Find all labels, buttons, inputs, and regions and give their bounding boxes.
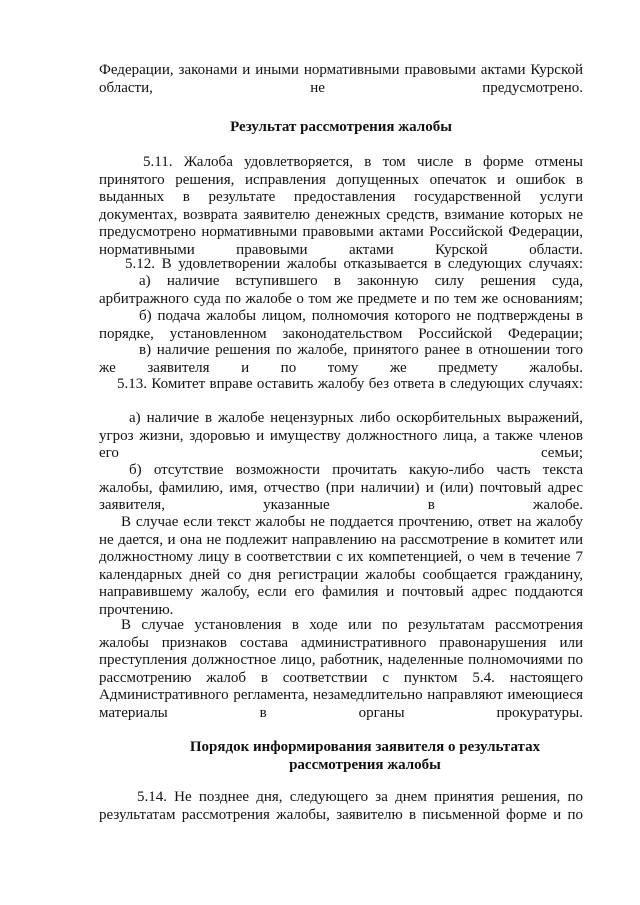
paragraph-5-12-c: в) наличие решения по жалобе, принятого ранее в отношении того же заявителя и по тому же предмету жалобы. — [99, 342, 583, 376]
paragraph-unreadable-complaint: В случае если текст жалобы не поддается прочтению, ответ на жалобу не дается, и она не подлежит направлению на рассмотрение в комитет или должностному лицу в соответствии с их компетенцией, о чем в течение 7 календарных дней со дня регистрации жалобы сообщается гражданину, направившему жалобу, если его фамилия и почтовый адрес поддаются прочтению. — [99, 514, 583, 618]
paragraph-violation-referral: В случае установления в ходе или по результатам рассмотрения жалобы признаков состава административного правонарушения или преступления должностное лицо, работник, наделенные полномочиями по рассмотрению жалоб в соответствии с пунктом 5.4. настоящего Административного регламента, незамедлительно направляют имеющиеся материалы в органы прокуратуры. — [99, 617, 583, 721]
paragraph-5-13: 5.13. Комитет вправе оставить жалобу без ответа в следующих случаях: — [117, 376, 583, 392]
heading-inform: Порядок информирования заявителя о результатах рассмотрения жалобы — [189, 739, 541, 773]
paragraph-5-12-a: а) наличие вступившего в законную силу решения суда, арбитражного суда по жалобе о том же предмете и по тем же основаниям; — [99, 273, 583, 307]
paragraph-5-12-b: б) подача жалобы лицом, полномочия которого не подтверждены в порядке, установленном законодательством Российской Федерации; — [99, 308, 583, 342]
paragraph-5-12: 5.12. В удовлетворении жалобы отказывается в следующих случаях: — [125, 256, 583, 272]
paragraph-5-13-b: б) отсутствие возможности прочитать какую-либо часть текста жалобы, фамилию, имя, отчество (при наличии) и (или) почтовый адрес заявителя, указанные в жалобе. — [99, 462, 583, 514]
paragraph-5-11: 5.11. Жалоба удовлетворяется, в том числе в форме отмены принятого решения, исправления допущенных опечаток и ошибок в выданных в результате предоставления государственной услуги документах, возврата заявителю денежных средств, взимание которых не предусмотрено нормативными правовыми актами Российской Федерации, нормативными правовыми актами Курской области. — [99, 154, 583, 258]
top-fragment: Федерации, законами и иными нормативными правовыми актами Курской области, не предусмотрено. — [99, 62, 583, 96]
paragraph-5-13-a: а) наличие в жалобе нецензурных либо оскорбительных выражений, угроз жизни, здоровью и имуществу должностного лица, а также членов его семьи; — [99, 410, 583, 462]
paragraph-5-14: 5.14. Не позднее дня, следующего за днем принятия решения, по результатам рассмотрения жалобы, заявителю в письменной форме и по — [99, 789, 583, 823]
heading-result: Результат рассмотрения жалобы — [230, 119, 452, 135]
